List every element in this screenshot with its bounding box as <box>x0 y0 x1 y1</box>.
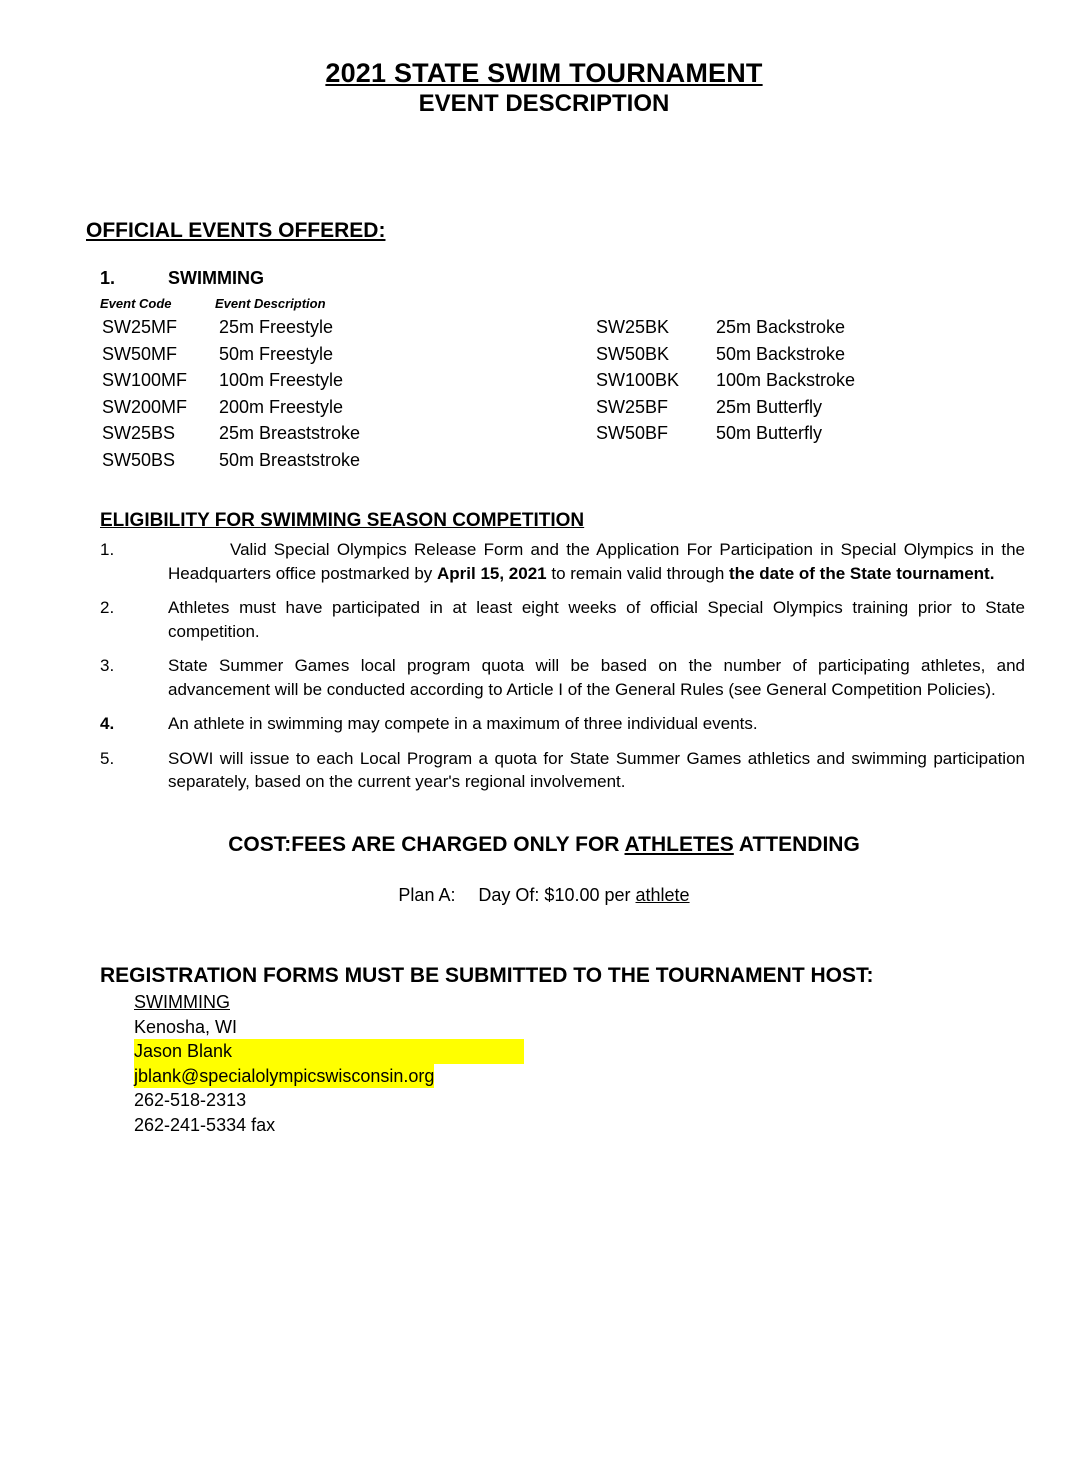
event-description: 100m Backstroke <box>716 370 856 390</box>
registration-contact-name-row <box>134 1039 524 1064</box>
eligibility-list <box>100 538 1025 805</box>
list-item-text-cont: to remain valid through <box>546 563 730 583</box>
list-item-number: 2. <box>100 598 115 617</box>
page-subtitle: EVENT DESCRIPTION <box>418 90 670 118</box>
registration-location: Kenosha, WI <box>134 1016 238 1037</box>
plan-price-unit: athlete <box>635 885 690 905</box>
section-heading-official-events: OFFICIAL EVENTS OFFERED: <box>86 219 386 242</box>
cost-heading-part2: ATTENDING <box>733 833 860 856</box>
registration-sport-label: SWIMMING <box>134 992 230 1012</box>
group-name: SWIMMING <box>168 268 264 288</box>
table-row <box>102 421 855 446</box>
group-number: 1. <box>100 268 116 288</box>
list-item-text: An athlete in swimming may compete in a maximum of three individual events. <box>168 714 758 733</box>
event-description: 50m Butterfly <box>716 423 823 443</box>
table-row <box>102 448 855 473</box>
event-description: 25m Backstroke <box>716 317 846 337</box>
registration-contact-email[interactable]: jblank@specialolympicswisconsin.org <box>134 1064 434 1089</box>
events-table <box>100 313 857 474</box>
cost-heading-athletes: ATHLETES <box>624 833 734 856</box>
list-item-bold-text: April 15, 2021 <box>437 563 547 583</box>
list-item <box>100 747 1025 794</box>
registration-phone: 262-518-2313 <box>134 1090 247 1110</box>
event-code: SW50MF <box>102 343 178 364</box>
list-item-number: 1. <box>100 540 115 559</box>
event-code: SW50BS <box>102 449 176 470</box>
list-item-text: Valid Special Olympics Release Form and the Application For Participation in Special Olympics in the Headquarters office postmarked by <box>168 540 1025 583</box>
cost-plan-line <box>0 885 1088 906</box>
event-code: SW100BK <box>596 370 680 390</box>
event-description: 50m Breaststroke <box>219 449 361 470</box>
event-code: SW50BF <box>596 423 669 443</box>
cost-heading <box>0 833 1088 857</box>
document-header <box>0 58 1088 118</box>
events-column-headers <box>100 296 326 311</box>
event-description: 50m Backstroke <box>716 343 846 364</box>
registration-contact-name: Jason Blank <box>134 1039 524 1064</box>
registration-sport <box>134 990 524 1015</box>
event-description: 25m Butterfly <box>716 396 823 417</box>
list-item-number: 5. <box>100 748 115 768</box>
list-item-number: 3. <box>100 656 115 675</box>
event-code: SW25BS <box>102 423 176 443</box>
registration-fax: 262-241-5334 fax <box>134 1114 276 1135</box>
plan-label: Plan A: <box>398 885 456 905</box>
section-heading-eligibility: ELIGIBILITY FOR SWIMMING SEASON COMPETITION <box>100 510 585 531</box>
event-code: SW25BK <box>596 317 670 337</box>
table-row <box>102 395 855 420</box>
list-item <box>100 654 1025 701</box>
table-row <box>102 342 855 367</box>
list-item-text: SOWI will issue to each Local Program a quota for State Summer Games athletics and swimming participation separately, based on the current year's regional involvement. <box>168 748 1025 791</box>
list-item <box>100 712 1025 736</box>
list-item <box>100 596 1025 643</box>
cost-heading-part1: COST:FEES ARE CHARGED ONLY FOR <box>228 833 625 856</box>
registration-contact-email-row <box>134 1064 524 1089</box>
event-code: SW50BK <box>596 343 670 364</box>
document-page <box>0 58 1088 1466</box>
table-row <box>102 315 855 340</box>
event-description: 25m Freestyle <box>219 317 334 337</box>
event-description: 25m Breaststroke <box>219 423 361 443</box>
table-row <box>102 368 855 393</box>
event-description <box>716 448 855 473</box>
section-heading-registration: REGISTRATION FORMS MUST BE SUBMITTED TO THE TOURNAMENT HOST: <box>100 964 874 987</box>
event-description: 200m Freestyle <box>219 396 344 417</box>
event-code: SW25BF <box>596 396 669 417</box>
official-events-group <box>100 268 264 289</box>
registration-details <box>134 990 524 1137</box>
list-item-text: Athletes must have participated in at least eight weeks of official Special Olympics training prior to State competition. <box>168 598 1025 641</box>
list-item-number: 4. <box>100 714 115 733</box>
list-item-text: State Summer Games local program quota will be based on the number of participating athletes, and advancement will be conducted according to Article I of the General Rules (see General Competition Policies). <box>168 656 1025 699</box>
event-code <box>596 448 714 473</box>
page-title: 2021 STATE SWIM TOURNAMENT <box>325 58 763 88</box>
list-item-bold-text-2: the date of the State tournament. <box>729 563 995 583</box>
column-header-event-code: Event Code <box>100 296 172 311</box>
event-description: 100m Freestyle <box>219 370 344 390</box>
plan-price-text: Day Of: $10.00 per <box>478 885 636 905</box>
column-header-event-description: Event Description <box>215 296 326 311</box>
list-item <box>100 538 1025 585</box>
event-code: SW25MF <box>102 317 178 337</box>
event-code: SW100MF <box>102 370 188 390</box>
event-description: 50m Freestyle <box>219 343 334 364</box>
event-code: SW200MF <box>102 396 188 417</box>
